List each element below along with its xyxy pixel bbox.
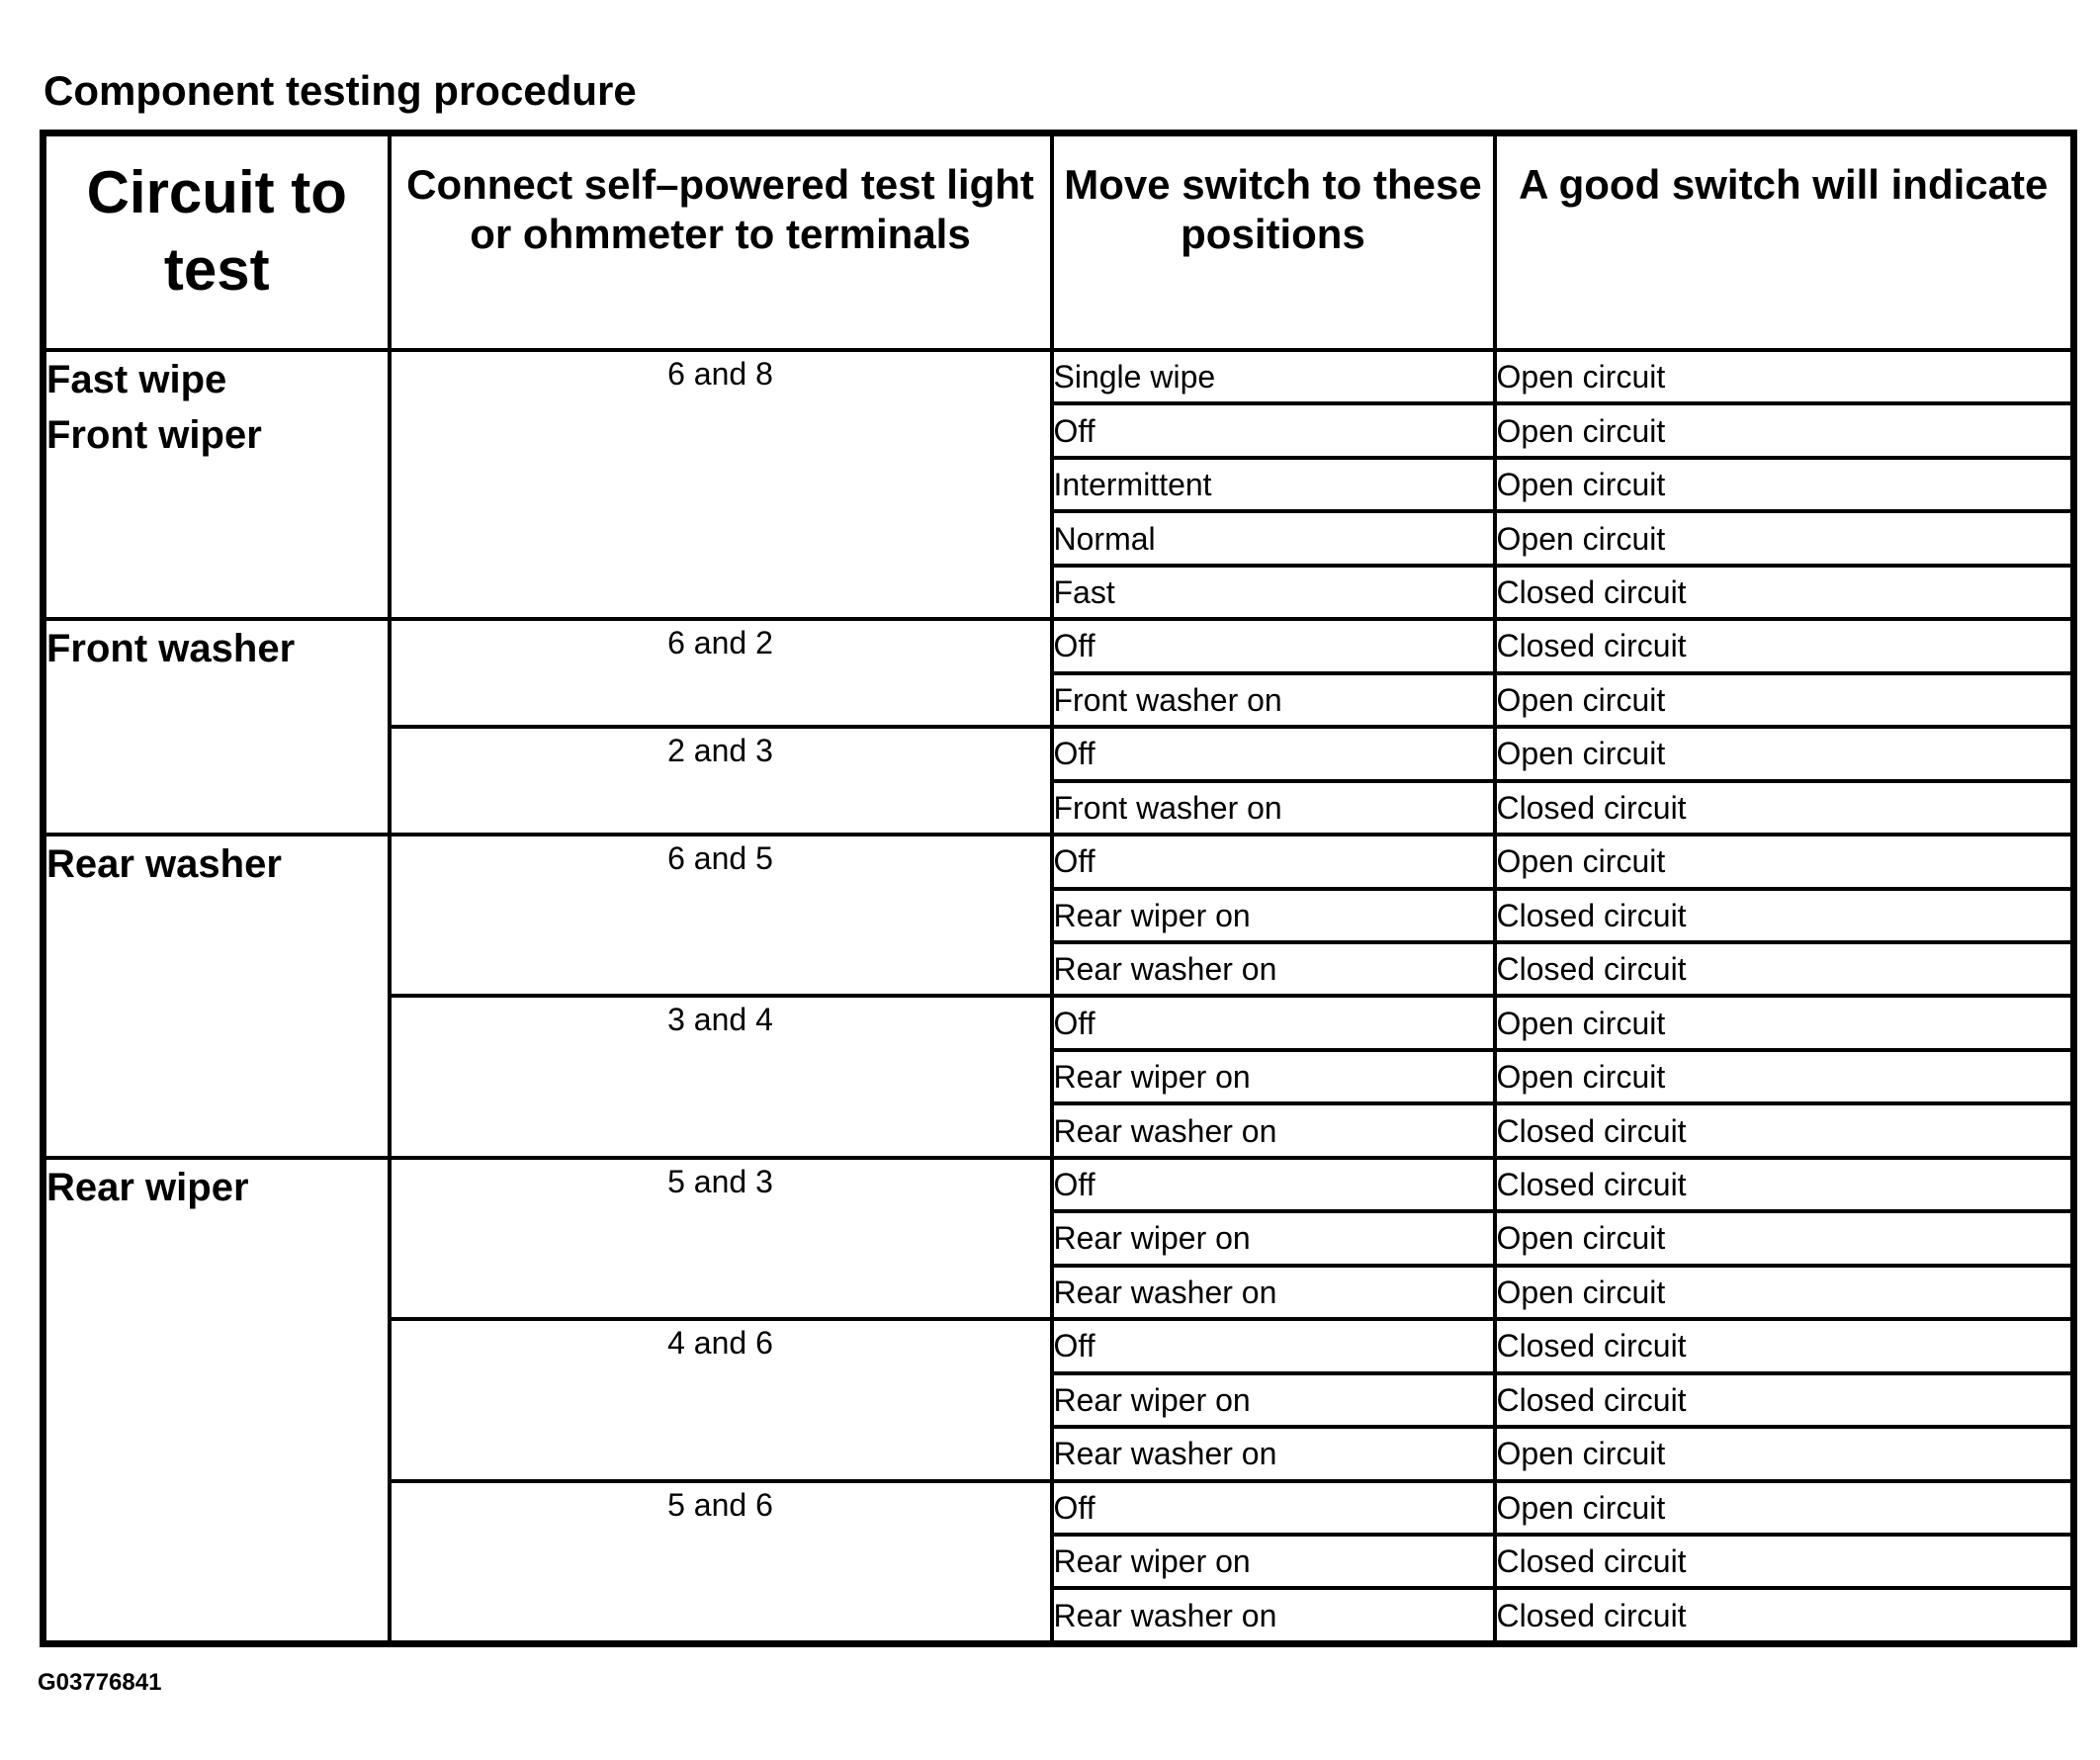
terminals-cell: 6 and 8	[390, 350, 1052, 619]
position-cell: Rear wiper on	[1052, 1050, 1495, 1103]
result-cell: Open circuit	[1495, 511, 2074, 565]
position-cell: Intermittent	[1052, 458, 1495, 511]
position-cell: Rear wiper on	[1052, 1373, 1495, 1427]
page-title: Component testing procedure	[44, 67, 637, 114]
result-cell: Closed circuit	[1495, 619, 2074, 672]
result-cell: Open circuit	[1495, 673, 2074, 727]
result-cell: Open circuit	[1495, 403, 2074, 457]
header-row	[44, 133, 2074, 351]
circuit-name-line1: Fast wipe	[46, 358, 227, 401]
header-positions: Move switch to these positions	[1052, 133, 1495, 351]
result-cell: Closed circuit	[1495, 1103, 2074, 1157]
terminals-cell: 5 and 6	[390, 1481, 1052, 1644]
position-cell: Fast	[1052, 566, 1495, 619]
position-cell: Rear washer on	[1052, 1103, 1495, 1157]
table-row	[44, 619, 2074, 672]
circuit-name-line1: Rear washer	[46, 842, 282, 887]
position-cell: Rear wiper on	[1052, 1211, 1495, 1265]
result-cell: Open circuit	[1495, 1481, 2074, 1535]
result-cell: Open circuit	[1495, 1266, 2074, 1319]
circuit-cell-front-washer	[44, 619, 390, 835]
result-cell: Open circuit	[1495, 1427, 2074, 1480]
result-cell: Closed circuit	[1495, 1319, 2074, 1372]
position-cell: Off	[1052, 1158, 1495, 1211]
component-testing-table	[40, 130, 2077, 1647]
result-cell: Open circuit	[1495, 727, 2074, 780]
table-row	[44, 350, 2074, 403]
position-cell: Rear washer on	[1052, 1427, 1495, 1480]
result-cell: Open circuit	[1495, 350, 2074, 403]
result-cell: Closed circuit	[1495, 889, 2074, 942]
result-cell: Closed circuit	[1495, 566, 2074, 619]
position-cell: Off	[1052, 403, 1495, 457]
circuit-name-line2: Front wiper	[46, 413, 262, 457]
position-cell: Off	[1052, 727, 1495, 780]
result-cell: Open circuit	[1495, 1211, 2074, 1265]
result-cell: Open circuit	[1495, 835, 2074, 888]
figure-id: G03776841	[38, 1669, 162, 1696]
table-row	[44, 1158, 2074, 1211]
result-cell: Closed circuit	[1495, 1535, 2074, 1588]
position-cell: Rear wiper on	[1052, 1535, 1495, 1588]
terminals-cell: 3 and 4	[390, 996, 1052, 1157]
position-cell: Rear washer on	[1052, 942, 1495, 996]
position-cell: Off	[1052, 1481, 1495, 1535]
circuit-cell-fast-wipe	[44, 350, 390, 619]
position-cell: Front washer on	[1052, 781, 1495, 835]
circuit-cell-rear-washer	[44, 835, 390, 1158]
header-circuit: Circuit to test	[44, 133, 390, 351]
circuit-name-line1: Front washer	[46, 627, 296, 671]
position-cell: Off	[1052, 1319, 1495, 1372]
position-cell: Front washer on	[1052, 673, 1495, 727]
terminals-cell: 5 and 3	[390, 1158, 1052, 1319]
result-cell: Open circuit	[1495, 1050, 2074, 1103]
position-cell: Off	[1052, 619, 1495, 672]
terminals-cell: 6 and 2	[390, 619, 1052, 727]
result-cell: Closed circuit	[1495, 942, 2074, 996]
position-cell: Single wipe	[1052, 350, 1495, 403]
terminals-cell: 6 and 5	[390, 835, 1052, 996]
header-terminals: Connect self–powered test light or ohmmeter to terminals	[390, 133, 1052, 351]
result-cell: Open circuit	[1495, 996, 2074, 1049]
terminals-cell: 2 and 3	[390, 727, 1052, 835]
position-cell: Rear washer on	[1052, 1266, 1495, 1319]
position-cell: Normal	[1052, 511, 1495, 565]
position-cell: Rear washer on	[1052, 1588, 1495, 1643]
position-cell: Rear wiper on	[1052, 889, 1495, 942]
header-indicate: A good switch will indicate	[1495, 133, 2074, 351]
position-cell: Off	[1052, 835, 1495, 888]
result-cell: Closed circuit	[1495, 781, 2074, 835]
circuit-name-line1: Rear wiper	[46, 1165, 249, 1209]
result-cell: Closed circuit	[1495, 1373, 2074, 1427]
result-cell: Closed circuit	[1495, 1158, 2074, 1211]
circuit-cell-rear-wiper	[44, 1158, 390, 1644]
position-cell: Off	[1052, 996, 1495, 1049]
table-row	[44, 835, 2074, 888]
terminals-cell: 4 and 6	[390, 1319, 1052, 1480]
result-cell: Open circuit	[1495, 458, 2074, 511]
result-cell: Closed circuit	[1495, 1588, 2074, 1643]
